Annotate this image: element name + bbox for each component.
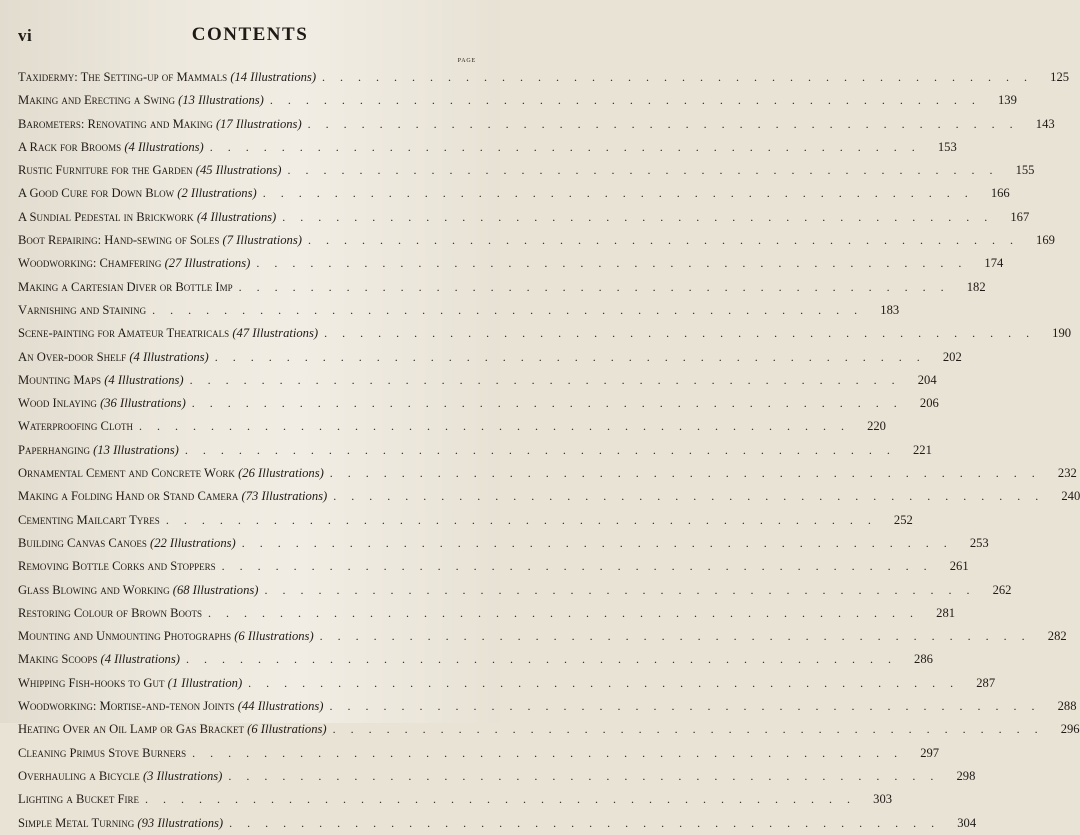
toc-entry-text bbox=[18, 602, 202, 625]
toc-entry bbox=[18, 765, 976, 788]
toc-entry bbox=[18, 229, 1055, 252]
leader-dots: . . . . . . . . . . . . . . . . . . . . . . . . . . . . . . . . . . . . . . . . bbox=[264, 582, 976, 597]
toc-entry-text bbox=[18, 136, 204, 159]
toc-entry-text bbox=[18, 672, 242, 695]
leader-dots: . . . . . . . . . . . . . . . . . . . . . . . . . . . . . . . . . . . . . . . . bbox=[192, 745, 904, 760]
toc-entry-text bbox=[18, 229, 302, 252]
toc-entry-illustrations: (3 Illustrations) bbox=[142, 768, 223, 783]
toc-entry bbox=[18, 788, 893, 811]
leader-dots: . . . . . . . . . . . . . . . . . . . . . . . . . . . . . . . . . . . . . . . . bbox=[208, 605, 920, 620]
toc-entry-title: Whipping Fish-hooks to Gut bbox=[18, 675, 165, 690]
toc-entry-title: Taxidermy: The Setting-up of Mammals bbox=[18, 70, 228, 84]
leader-dots: . . . . . . . . . . . . . . . . . . . . . . . . . . . . . . . . . . . . . . . . bbox=[282, 209, 994, 224]
leader-dots: . . . . . . . . . . . . . . . . . . . . . . . . . . . . . . . . . . . . . . . . bbox=[189, 372, 901, 387]
toc-entry-page: 304 bbox=[957, 815, 977, 830]
toc-entry-text bbox=[18, 462, 324, 485]
toc-entry-page: 281 bbox=[936, 605, 956, 620]
toc-entry-page: 288 bbox=[1057, 699, 1077, 714]
leader-dots: . . . . . . . . . . . . . . . . . . . . . . . . . . . . . . . . . . . . . . . . bbox=[229, 815, 941, 830]
toc-entry-title: Rustic Furniture for the Garden bbox=[18, 163, 193, 178]
leader-dots: . . . . . . . . . . . . . . . . . . . . . . . . . . . . . . . . . . . . . . . . bbox=[307, 116, 1019, 131]
toc-entry-text bbox=[18, 788, 139, 811]
toc-entry-illustrations: (73 Illustrations) bbox=[241, 489, 328, 504]
toc-entry-text bbox=[18, 322, 318, 345]
toc-entry bbox=[18, 695, 1077, 718]
leader-dots: . . . . . . . . . . . . . . . . . . . . . . . . . . . . . . . . . . . . . . . . bbox=[287, 163, 999, 178]
toc-entry-page: 202 bbox=[942, 349, 962, 364]
toc-entry-illustrations: (17 Illustrations) bbox=[215, 116, 302, 131]
toc-entry-title: Removing Bottle Corks and Stoppers bbox=[18, 559, 216, 574]
toc-entry bbox=[18, 602, 956, 625]
toc-entry-text bbox=[18, 625, 314, 648]
toc-entry-page: 139 bbox=[997, 93, 1017, 108]
toc-entry-text bbox=[18, 66, 316, 89]
toc-entry-page: 204 bbox=[917, 372, 937, 387]
leader-dots: . . . . . . . . . . . . . . . . . . . . . . . . . . . . . . . . . . . . . . . . bbox=[145, 792, 857, 807]
toc-entry-illustrations: (2 Illustrations) bbox=[177, 186, 257, 201]
toc-entry-text bbox=[18, 648, 180, 671]
toc-entry-title: Boot Repairing: Hand-sewing of Soles bbox=[18, 233, 220, 248]
toc-entry bbox=[18, 462, 1077, 485]
toc-entry-illustrations: (6 Illustrations) bbox=[234, 629, 314, 644]
toc-entry-page: 143 bbox=[1035, 116, 1055, 131]
leader-dots: . . . . . . . . . . . . . . . . . . . . . . . . . . . . . . . . . . . . . . . . bbox=[269, 93, 981, 108]
toc-entry-page: 240 bbox=[1061, 489, 1080, 504]
leader-dots: . . . . . . . . . . . . . . . . . . . . . . . . . . . . . . . . . . . . . . . . bbox=[228, 768, 940, 783]
toc-entry-illustrations: (44 Illustrations) bbox=[237, 699, 324, 714]
toc-entry-text bbox=[18, 742, 186, 765]
toc-entry-text bbox=[18, 276, 233, 299]
leader-dots: . . . . . . . . . . . . . . . . . . . . . . . . . . . . . . . . . . . . . . . . bbox=[262, 186, 974, 201]
toc-entry-illustrations: (36 Illustrations) bbox=[100, 396, 186, 411]
toc-entry-illustrations: (4 Illustrations) bbox=[129, 349, 209, 364]
leader-dots: . . . . . . . . . . . . . . . . . . . . . . . . . . . . . . . . . . . . . . . . bbox=[209, 139, 921, 154]
toc-entry-page: 253 bbox=[969, 535, 989, 550]
toc-entry-title: Restoring Colour of Brown Boots bbox=[18, 605, 203, 620]
toc-entry-illustrations: (14 Illustrations) bbox=[230, 70, 317, 84]
toc-entry-page: 261 bbox=[949, 559, 969, 574]
leader-dots: . . . . . . . . . . . . . . . . . . . . . . . . . . . . . . . . . . . . . . . . bbox=[185, 652, 897, 667]
toc-entry bbox=[18, 369, 937, 392]
toc-entry bbox=[18, 136, 957, 159]
toc-entry-text bbox=[18, 555, 216, 578]
page-title: CONTENTS bbox=[191, 24, 309, 45]
toc-entry bbox=[18, 113, 1055, 136]
toc-entry-title: An Over-door Shelf bbox=[18, 349, 127, 364]
toc-entry bbox=[18, 159, 1035, 182]
toc-entry bbox=[18, 555, 969, 578]
toc-entry-text bbox=[18, 346, 209, 369]
toc-entry-title: Waterproofing Cloth bbox=[18, 419, 133, 434]
toc-entry-illustrations: (22 Illustrations) bbox=[150, 535, 236, 550]
leader-dots: . . . . . . . . . . . . . . . . . . . . . . . . . . . . . . . . . . . . . . . . bbox=[241, 535, 953, 550]
toc-entry-page: 220 bbox=[867, 419, 886, 434]
toc-entry-illustrations: (6 Illustrations) bbox=[247, 722, 327, 737]
toc-entry-text bbox=[18, 439, 179, 462]
leader-dots: . . . . . . . . . . . . . . . . . . . . . . . . . . . . . . . . . . . . . . . . bbox=[152, 302, 864, 317]
toc-entry-title: A Rack for Brooms bbox=[18, 139, 122, 154]
toc-entry-text bbox=[18, 765, 222, 788]
leader-dots: . . . . . . . . . . . . . . . . . . . . . . . . . . . . . . . . . . . . . . . . bbox=[221, 559, 933, 574]
toc-entry-page: 232 bbox=[1057, 466, 1077, 481]
toc-entry-title: Simple Metal Turning bbox=[18, 815, 135, 830]
toc-entry-illustrations: (13 Illustrations) bbox=[178, 93, 264, 108]
leader-dots: . . . . . . . . . . . . . . . . . . . . . . . . . . . . . . . . . . . . . . . . bbox=[324, 326, 1036, 341]
toc-entry-page: 287 bbox=[976, 675, 996, 690]
toc-entry-text bbox=[18, 299, 146, 322]
toc-entry-text bbox=[18, 113, 302, 136]
leader-dots: . . . . . . . . . . . . . . . . . . . . . . . . . . . . . . . . . . . . . . . . bbox=[333, 489, 1045, 504]
toc-entry-text bbox=[18, 159, 281, 182]
toc-entry-text bbox=[18, 532, 236, 555]
toc-entry-title: Making and Erecting a Swing bbox=[18, 93, 175, 108]
toc-entry-text bbox=[18, 579, 258, 602]
toc-entry-text bbox=[18, 252, 250, 275]
toc-entry-text bbox=[18, 206, 276, 229]
toc-entry-text bbox=[18, 485, 327, 508]
toc-entry-title: Ornamental Cement and Concrete Work bbox=[18, 466, 235, 481]
toc-entry-text bbox=[18, 89, 264, 112]
toc-entry bbox=[18, 415, 886, 438]
toc-entry-title: Varnishing and Staining bbox=[18, 302, 147, 317]
leader-dots: . . . . . . . . . . . . . . . . . . . . . . . . . . . . . . . . . . . . . . . . bbox=[256, 256, 968, 271]
toc-entry bbox=[18, 276, 986, 299]
toc-entry-page: 155 bbox=[1015, 163, 1035, 178]
toc-entry-illustrations: (26 Illustrations) bbox=[238, 466, 324, 481]
toc-entry-title: Building Canvas Canoes bbox=[18, 535, 147, 550]
toc-entry-page: 182 bbox=[966, 279, 986, 294]
toc-entry bbox=[18, 672, 996, 695]
toc-entry bbox=[18, 206, 1030, 229]
toc-entry-title: Woodworking: Chamfering bbox=[18, 256, 162, 271]
toc-entry-illustrations: (27 Illustrations) bbox=[164, 256, 251, 271]
toc-entry-page: 206 bbox=[919, 396, 939, 411]
toc-entry-title: Glass Blowing and Working bbox=[18, 582, 170, 597]
table-of-contents bbox=[18, 66, 1080, 835]
leader-dots: . . . . . . . . . . . . . . . . . . . . . . . . . . . . . . . . . . . . . . . . bbox=[214, 349, 926, 364]
toc-entry bbox=[18, 299, 900, 322]
toc-entry bbox=[18, 718, 1080, 741]
leader-dots: . . . . . . . . . . . . . . . . . . . . . . . . . . . . . . . . . . . . . . . . bbox=[138, 419, 850, 434]
toc-entry bbox=[18, 742, 940, 765]
toc-entry-page: 298 bbox=[956, 768, 976, 783]
page-header bbox=[18, 24, 482, 52]
toc-entry-title: Making a Folding Hand or Stand Camera bbox=[18, 489, 239, 504]
leader-dots: . . . . . . . . . . . . . . . . . . . . . . . . . . . . . . . . . . . . . . . . bbox=[307, 233, 1019, 248]
toc-entry-title: Lighting a Bucket Fire bbox=[18, 792, 140, 807]
toc-entry-text bbox=[18, 812, 223, 835]
leader-dots: . . . . . . . . . . . . . . . . . . . . . . . . . . . . . . . . . . . . . . . . bbox=[238, 279, 950, 294]
leader-dots: . . . . . . . . . . . . . . . . . . . . . . . . . . . . . . . . . . . . . . . . bbox=[184, 442, 896, 457]
toc-entry-title: Cleaning Primus Stove Burners bbox=[18, 745, 187, 760]
toc-entry-title: Mounting Maps bbox=[18, 372, 102, 387]
toc-entry-page: 262 bbox=[992, 582, 1012, 597]
toc-entry-text bbox=[18, 509, 160, 532]
toc-entry-page: 286 bbox=[914, 652, 933, 667]
toc-entry-page: 296 bbox=[1060, 722, 1080, 737]
toc-entry-page: 221 bbox=[913, 442, 932, 457]
toc-entry bbox=[18, 439, 932, 462]
toc-entry-text bbox=[18, 695, 324, 718]
toc-entry-title: Woodworking: Mortise-and-tenon Joints bbox=[18, 699, 235, 714]
leader-dots: . . . . . . . . . . . . . . . . . . . . . . . . . . . . . . . . . . . . . . . . bbox=[322, 70, 1034, 84]
toc-entry-illustrations: (47 Illustrations) bbox=[232, 326, 319, 341]
toc-entry-title: Making Scoops bbox=[18, 652, 98, 667]
toc-entry-page: 252 bbox=[893, 512, 913, 527]
toc-entry bbox=[18, 532, 989, 555]
toc-entry bbox=[18, 625, 1067, 648]
toc-entry-title: Paperhanging bbox=[18, 442, 91, 457]
leader-dots: . . . . . . . . . . . . . . . . . . . . . . . . . . . . . . . . . . . . . . . . bbox=[248, 675, 960, 690]
toc-entry-illustrations: (93 Illustrations) bbox=[137, 815, 224, 830]
leader-dots: . . . . . . . . . . . . . . . . . . . . . . . . . . . . . . . . . . . . . . . . bbox=[329, 466, 1041, 481]
toc-entry-title: Overhauling a Bicycle bbox=[18, 768, 140, 783]
toc-entry-illustrations: (1 Illustration) bbox=[167, 675, 243, 690]
toc-entry bbox=[18, 322, 1072, 345]
toc-entry bbox=[18, 485, 1080, 508]
toc-entry-page: 190 bbox=[1052, 326, 1072, 341]
toc-entry-page: 183 bbox=[880, 302, 900, 317]
toc-entry-text bbox=[18, 369, 184, 392]
toc-entry-illustrations: (4 Illustrations) bbox=[124, 139, 204, 154]
page-number: vi bbox=[18, 26, 33, 45]
toc-entry-text bbox=[18, 415, 133, 438]
leader-dots: . . . . . . . . . . . . . . . . . . . . . . . . . . . . . . . . . . . . . . . . bbox=[332, 722, 1044, 737]
toc-entry-page: 282 bbox=[1047, 629, 1067, 644]
toc-entry-illustrations: (4 Illustrations) bbox=[100, 652, 180, 667]
toc-entry-title: A Sundial Pedestal in Brickwork bbox=[18, 209, 194, 224]
toc-entry-title: Mounting and Unmounting Photographs bbox=[18, 629, 232, 644]
toc-entry-illustrations: (68 Illustrations) bbox=[172, 582, 259, 597]
toc-entry bbox=[18, 579, 1012, 602]
page-column-label: PAGE bbox=[457, 58, 476, 64]
toc-entry-page: 169 bbox=[1036, 233, 1055, 248]
leader-dots: . . . . . . . . . . . . . . . . . . . . . . . . . . . . . . . . . . . . . . . . bbox=[319, 629, 1031, 644]
toc-entry bbox=[18, 89, 1017, 112]
toc-entry-text bbox=[18, 182, 257, 205]
toc-entry-illustrations: (4 Illustrations) bbox=[104, 372, 184, 387]
toc-entry-title: Wood Inlaying bbox=[18, 396, 97, 411]
leader-dots: . . . . . . . . . . . . . . . . . . . . . . . . . . . . . . . . . . . . . . . . bbox=[165, 512, 877, 527]
toc-entry-page: 174 bbox=[984, 256, 1004, 271]
toc-entry bbox=[18, 346, 962, 369]
toc-entry bbox=[18, 392, 939, 415]
toc-entry-text bbox=[18, 718, 327, 741]
toc-entry-page: 125 bbox=[1050, 70, 1070, 84]
toc-entry bbox=[18, 812, 977, 835]
toc-entry-page: 153 bbox=[937, 139, 957, 154]
toc-entry-page: 303 bbox=[873, 792, 893, 807]
toc-entry bbox=[18, 648, 933, 671]
toc-entry-page: 166 bbox=[990, 186, 1010, 201]
toc-entry-page: 297 bbox=[920, 745, 940, 760]
toc-entry-title: Making a Cartesian Diver or Bottle Imp bbox=[18, 279, 233, 294]
toc-entry-title: Heating Over an Oil Lamp or Gas Bracket bbox=[18, 722, 245, 737]
toc-entry-title: Cementing Mailcart Tyres bbox=[18, 512, 160, 527]
toc-entry-illustrations: (7 Illustrations) bbox=[222, 233, 302, 248]
toc-entry-title: A Good Cure for Down Blow bbox=[18, 186, 175, 201]
toc-entry bbox=[18, 182, 1010, 205]
toc-entry-title: Scene-painting for Amateur Theatricals bbox=[18, 326, 230, 341]
toc-entry-title: Barometers: Renovating and Making bbox=[18, 116, 213, 131]
toc-entry-illustrations: (13 Illustrations) bbox=[93, 442, 179, 457]
toc-entry-illustrations: (45 Illustrations) bbox=[195, 163, 282, 178]
toc-entry-page: 167 bbox=[1010, 209, 1030, 224]
leader-dots: . . . . . . . . . . . . . . . . . . . . . . . . . . . . . . . . . . . . . . . . bbox=[329, 699, 1041, 714]
leader-dots: . . . . . . . . . . . . . . . . . . . . . . . . . . . . . . . . . . . . . . . . bbox=[191, 396, 903, 411]
toc-entry-text bbox=[18, 392, 186, 415]
toc-entry bbox=[18, 66, 1070, 89]
toc-entry-illustrations: (4 Illustrations) bbox=[196, 209, 277, 224]
toc-entry bbox=[18, 509, 913, 532]
toc-entry bbox=[18, 252, 1004, 275]
